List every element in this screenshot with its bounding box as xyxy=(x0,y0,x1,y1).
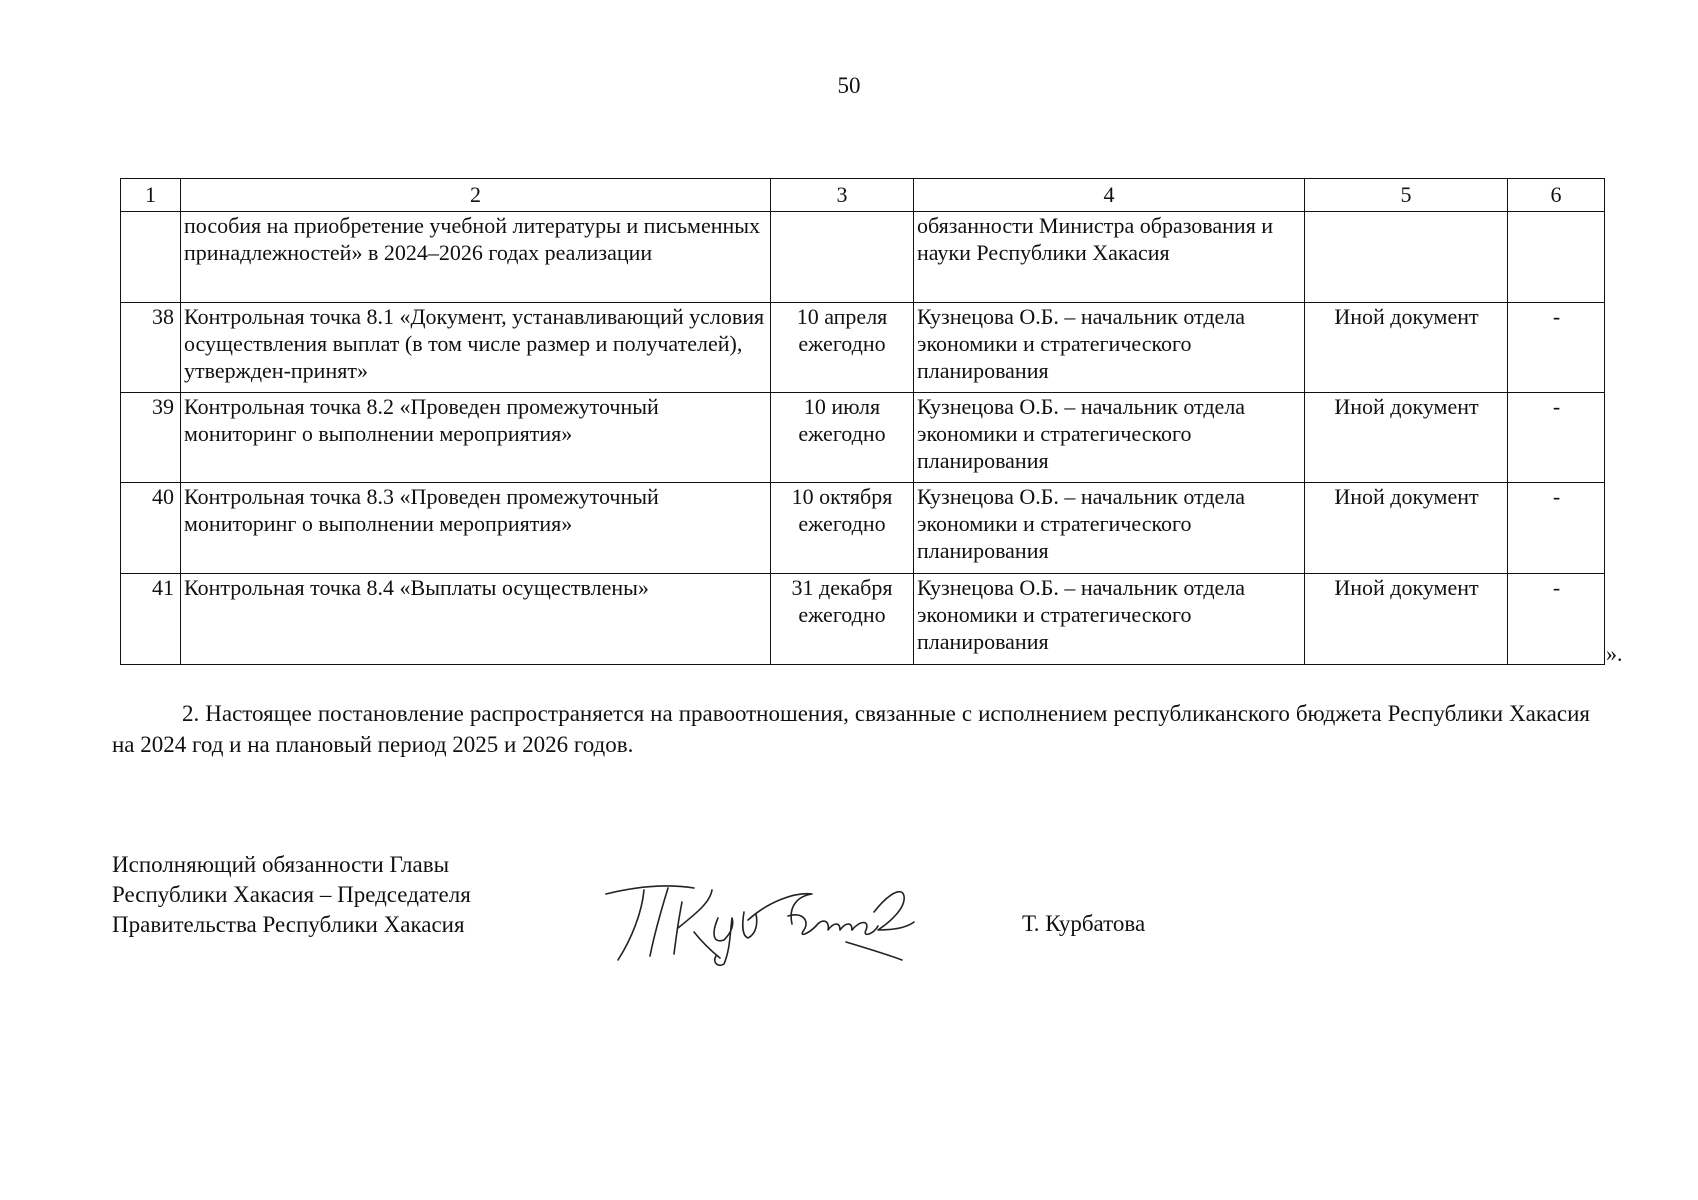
page-number: 50 xyxy=(837,73,861,98)
deadline-cell: 31 декабря ежегодно xyxy=(771,574,914,665)
document-type-cell: Иной документ xyxy=(1305,483,1508,574)
column-header-4: 4 xyxy=(914,179,1305,212)
deadline-cell: 10 июля ежегодно xyxy=(771,393,914,483)
task-cell: Контрольная точка 8.3 «Проведен промежуточный мониторинг о выполнении мероприятия» xyxy=(181,483,771,574)
table-row xyxy=(121,483,1605,574)
column-header-3: 3 xyxy=(771,179,914,212)
control-points-table xyxy=(120,178,1605,665)
column-header-1: 1 xyxy=(121,179,181,212)
document-type-cell xyxy=(1305,212,1508,303)
task-cell: Контрольная точка 8.2 «Проведен промежуточный мониторинг о выполнении мероприятия» xyxy=(181,393,771,483)
signatory-title-line-3: Правительства Республики Хакасия xyxy=(112,912,465,937)
deadline-cell xyxy=(771,212,914,303)
table-row xyxy=(121,574,1605,665)
mark-cell: - xyxy=(1508,303,1605,393)
deadline-cell: 10 октября ежегодно xyxy=(771,483,914,574)
signatory-title-line-1: Исполняющий обязанности Главы xyxy=(112,852,450,877)
document-type-cell: Иной документ xyxy=(1305,303,1508,393)
signatory-title-line-2: Республики Хакасия – Председателя xyxy=(112,882,471,907)
row-number: 39 xyxy=(121,393,181,483)
column-header-2: 2 xyxy=(181,179,771,212)
mark-cell: - xyxy=(1508,574,1605,665)
column-header-5: 5 xyxy=(1305,179,1508,212)
mark-cell: - xyxy=(1508,483,1605,574)
table-row xyxy=(121,303,1605,393)
mark-cell xyxy=(1508,212,1605,303)
responsible-cell: обязанности Министра образования и науки Республики Хакасия xyxy=(914,212,1305,303)
table-row xyxy=(121,393,1605,483)
table-row xyxy=(121,212,1605,303)
document-type-cell: Иной документ xyxy=(1305,574,1508,665)
signer-name: Т. Курбатова xyxy=(1022,911,1146,936)
signatory-block xyxy=(112,850,471,940)
mark-cell: - xyxy=(1508,393,1605,483)
resolution-paragraph: 2. Настоящее постановление распространяется на правоотношения, связанные с исполнением республиканского бюджета Республики Хакасия на 2024 год и на плановый период 2025 и 2026 годов. xyxy=(112,701,1590,757)
handwritten-signature xyxy=(598,872,918,968)
row-number: 40 xyxy=(121,483,181,574)
responsible-cell: Кузнецова О.Б. – начальник отдела экономики и стратегического планирования xyxy=(914,574,1305,665)
responsible-cell: Кузнецова О.Б. – начальник отдела экономики и стратегического планирования xyxy=(914,483,1305,574)
row-number: 38 xyxy=(121,303,181,393)
row-number xyxy=(121,212,181,303)
task-cell: Контрольная точка 8.1 «Документ, устанавливающий условия осуществления выплат (в том числе размер и получателей), утвержден-принят» xyxy=(181,303,771,393)
responsible-cell: Кузнецова О.Б. – начальник отдела экономики и стратегического планирования xyxy=(914,393,1305,483)
responsible-cell: Кузнецова О.Б. – начальник отдела экономики и стратегического планирования xyxy=(914,303,1305,393)
deadline-cell: 10 апреля ежегодно xyxy=(771,303,914,393)
task-cell: пособия на приобретение учебной литературы и письменных принадлежностей» в 2024–2026 годах реализации xyxy=(181,212,771,303)
document-type-cell: Иной документ xyxy=(1305,393,1508,483)
closing-quote: ». xyxy=(1606,641,1623,666)
task-cell: Контрольная точка 8.4 «Выплаты осуществлены» xyxy=(181,574,771,665)
column-header-6: 6 xyxy=(1508,179,1605,212)
row-number: 41 xyxy=(121,574,181,665)
table-header-row xyxy=(121,179,1605,212)
